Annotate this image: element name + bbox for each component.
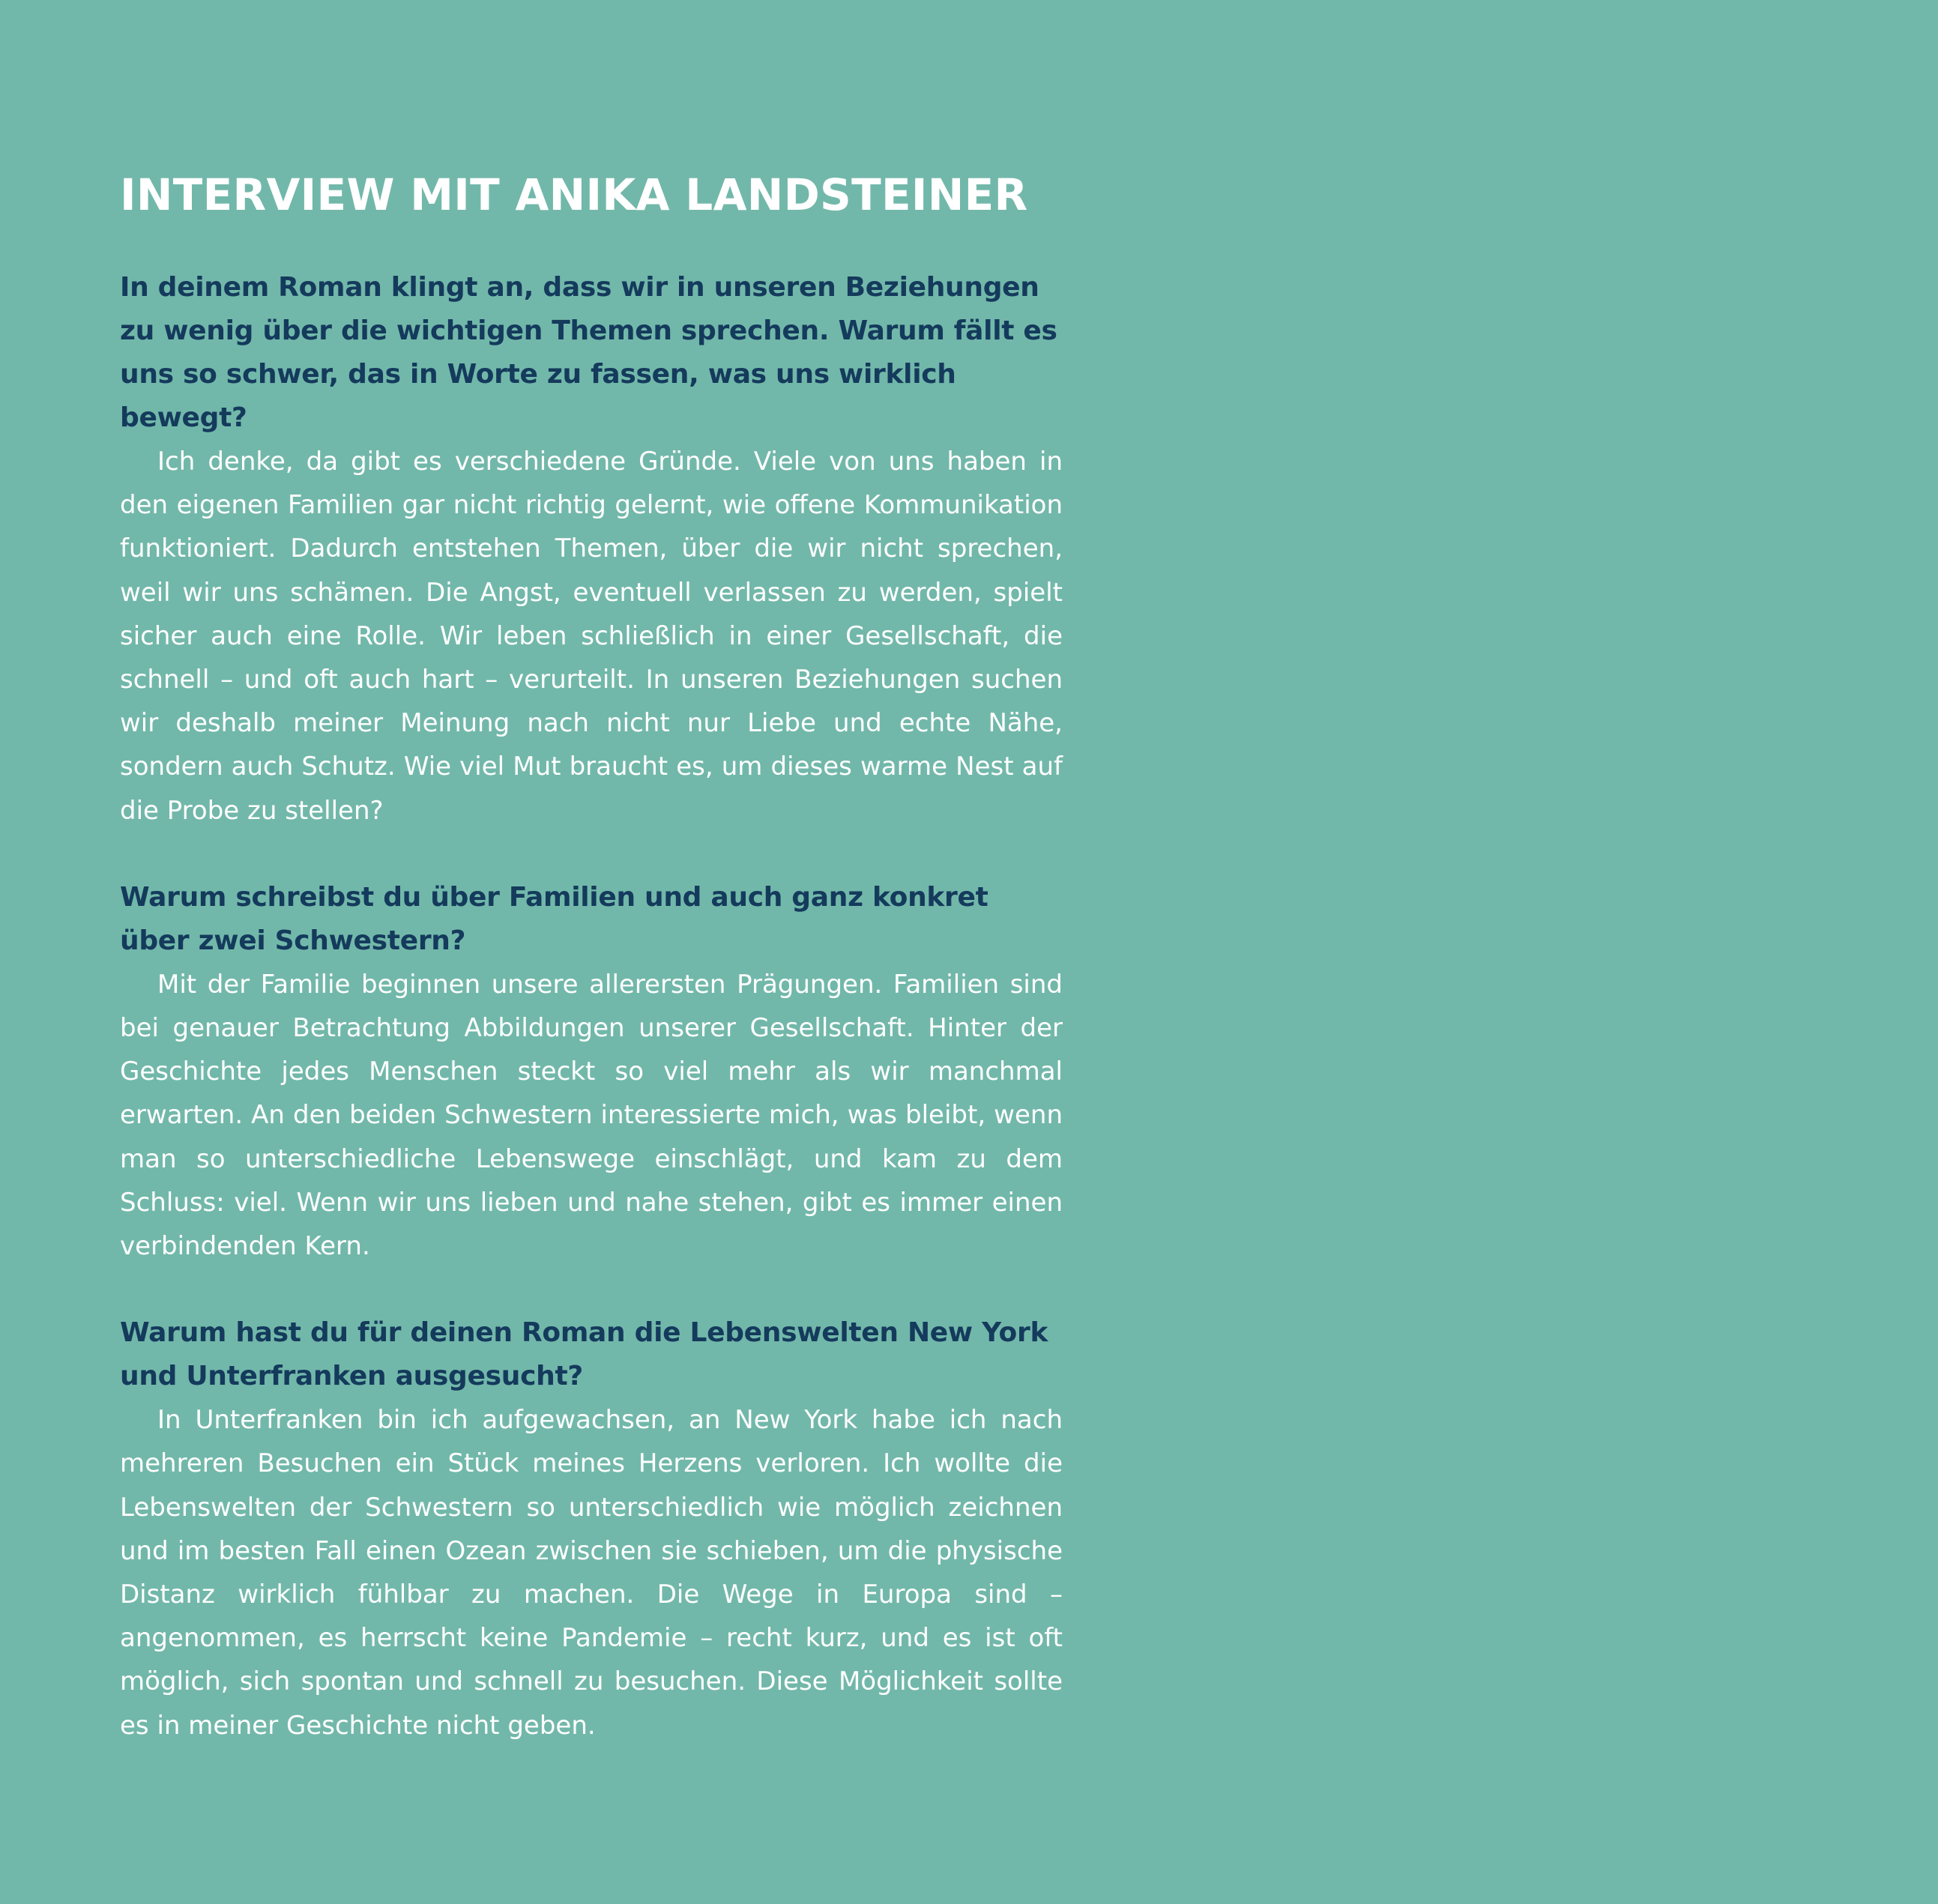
interview-page bbox=[120, 169, 1063, 1747]
answer-3: In Unterfranken bin ich aufgewachsen, an New York habe ich nach mehreren Besuchen ein Stück meines Herzens verloren. Ich wollte die Lebenswelten der Schwestern so unterschiedlich wie möglich zeichnen und im besten Fall einen Ozean zwischen sie schieben, um die physische Distanz wirklich fühlbar zu machen. Die Wege in Europa sind – angenommen, es herrscht keine Pandemie – recht kurz, und es ist oft möglich, sich spontan und schnell zu besuchen. Diese Möglichkeit sollte es in meiner Geschichte nicht geben. bbox=[120, 1405, 1063, 1741]
question-2: Warum schreibst du über Familien und auch ganz konkret über zwei Schwestern? bbox=[120, 881, 988, 956]
question-1: In deinem Roman klingt an, dass wir in unseren Beziehungen zu wenig über die wichtigen Themen sprechen. Warum fällt es uns so schwer, das in Worte zu fassen, was uns wirklich bewegt? bbox=[120, 272, 1057, 433]
page-title: INTERVIEW MIT ANIKA LANDSTEINER bbox=[120, 169, 1028, 220]
answer-2: Mit der Familie beginnen unsere allerersten Prägungen. Familien sind bei genauer Betrachtung Abbildungen unserer Gesellschaft. Hinter der Geschichte jedes Menschen steckt so viel mehr als wir manchmal erwarten. An den beiden Schwestern interessierte mich, was bleibt, wenn man so unterschiedliche Lebenswege einschlägt, und kam zu dem Schluss: viel. Wenn wir uns lieben und nahe stehen, gibt es immer einen verbindenden Kern. bbox=[120, 969, 1063, 1262]
question-3: Warum hast du für deinen Roman die Lebenswelten New York und Unterfranken ausgesucht? bbox=[120, 1317, 1048, 1392]
qa-section-1 bbox=[120, 266, 1063, 832]
qa-section-2 bbox=[120, 876, 1063, 1268]
qa-section-3 bbox=[120, 1311, 1063, 1747]
answer-1: Ich denke, da gibt es verschiedene Gründe. Viele von uns haben in den eigenen Familien gar nicht richtig gelernt, wie offene Kommunikation funktioniert. Dadurch entstehen Themen, über die wir nicht sprechen, weil wir uns schämen. Die Angst, eventuell verlassen zu werden, spielt sicher auch eine Rolle. Wir leben schließlich in einer Gesellschaft, die schnell – und oft auch hart – verurteilt. In unseren Beziehungen suchen wir deshalb meiner Meinung nach nicht nur Liebe und echte Nähe, sondern auch Schutz. Wie viel Mut braucht es, um dieses warme Nest auf die Probe zu stellen? bbox=[120, 447, 1063, 826]
